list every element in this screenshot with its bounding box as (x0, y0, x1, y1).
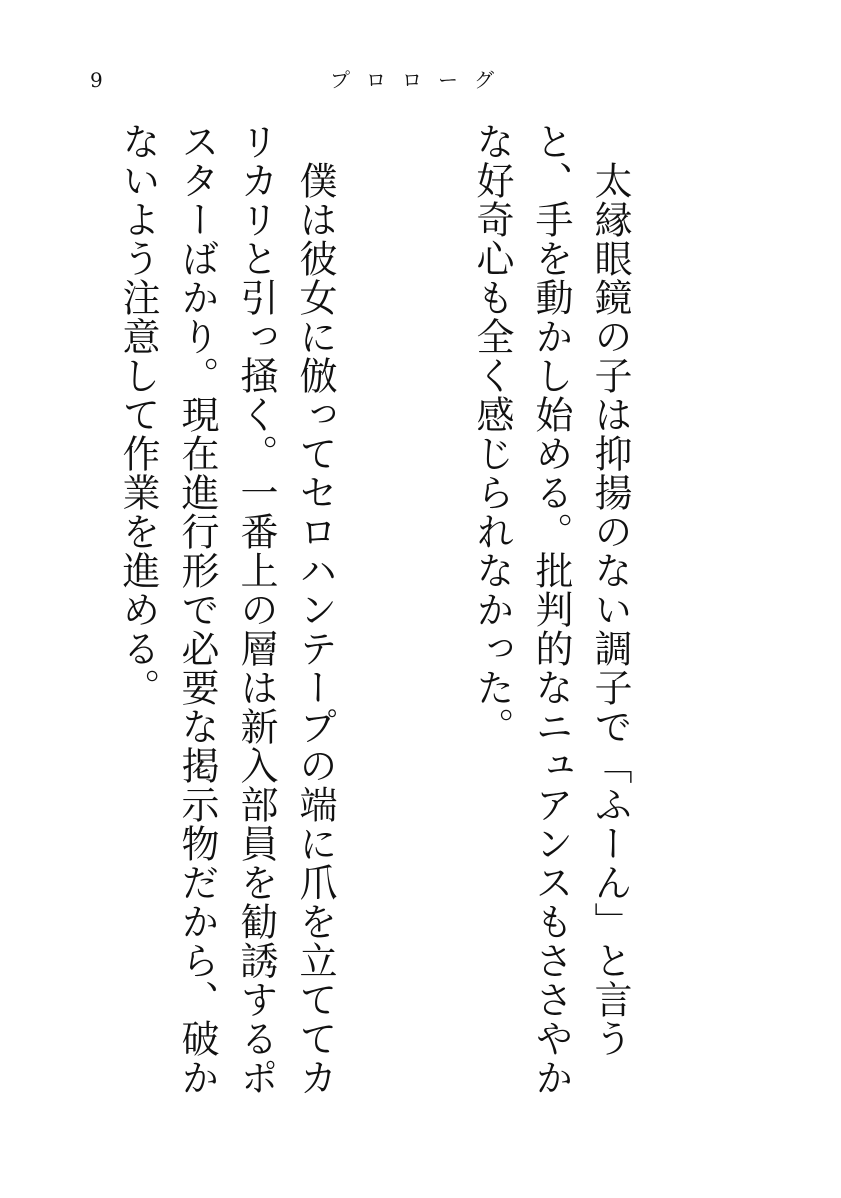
body-text (77, 122, 757, 1132)
running-title: プロローグ (330, 68, 510, 92)
paragraph: 僕は彼女に倣ってセロハンテープの端に爪を立ててカリカリと引っ掻く。一番上の層は新入部員を勧誘するポスターばかり。現在進行形で必要な掲示物だから、破かないよう注意して作業を進める。 (116, 122, 337, 1097)
paragraph: 太縁眼鏡の子は抑揚のない調子で「ふーん」と言うと、手を動かし始める。批判的なニュアンスもささやかな好奇心も全く感じられなかった。 (470, 122, 632, 1097)
page-number: 9 (90, 68, 103, 92)
